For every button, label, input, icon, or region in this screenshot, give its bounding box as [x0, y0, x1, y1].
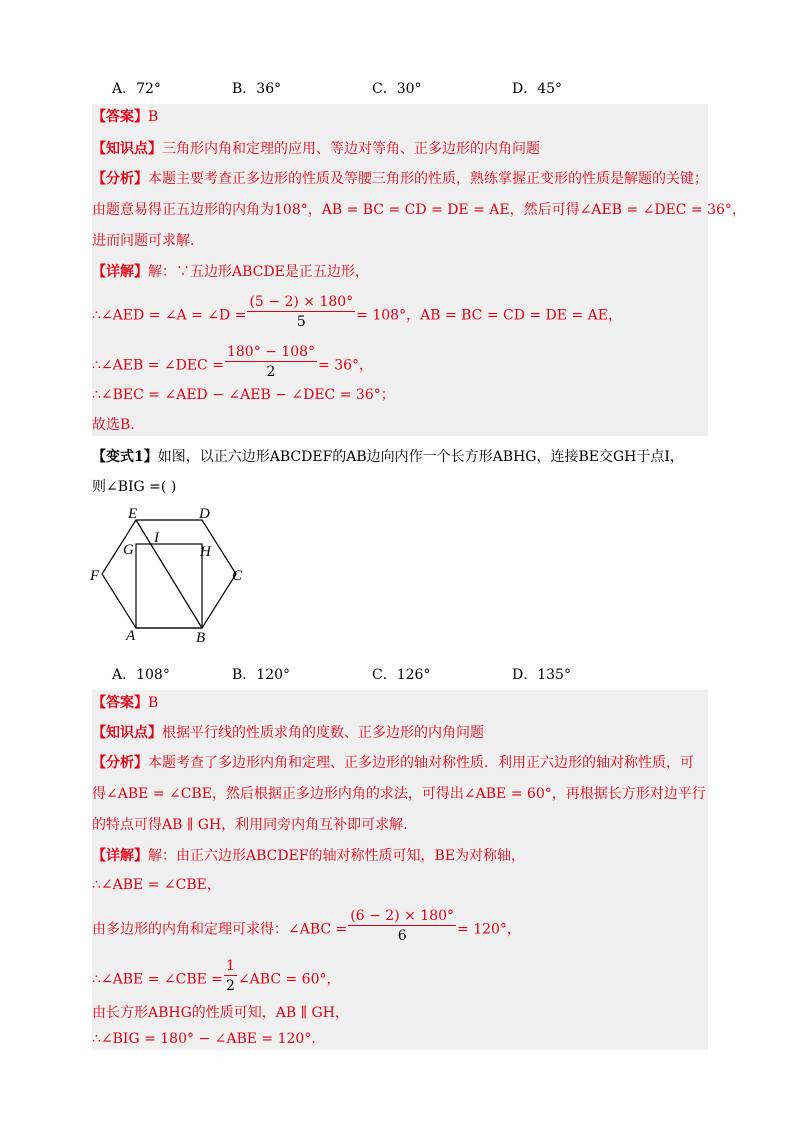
q2-analysis-line1: 【分析】本题考查了多边形内角和定理、正多边形的轴对称性质．利用正六边形的轴对称性质，可: [92, 755, 694, 771]
q2-stem-line1: 【变式1】如图，以正六边形ABCDEF的AB边向内作一个长方形ABHG，连接BE交GH于点I，: [92, 449, 684, 465]
q2-stem-line2: 则∠BIG =( ): [92, 479, 177, 495]
q2-option-b: B．120°: [232, 667, 291, 683]
q1-option-d: D．45°: [512, 81, 563, 97]
q2-detail-line6: ∴∠BIG = 180° − ∠ABE = 120°.: [92, 1031, 316, 1047]
label-a: A: [126, 628, 136, 644]
q2-detail-line1: 【详解】解：由正六边形ABCDEF的轴对称性质可知，BE为对称轴，: [92, 848, 526, 864]
q1-knowledge-point: 【知识点】三角形内角和定理的应用、等边对等角、正多边形的内角问题: [92, 141, 540, 157]
q1-detail-line4: ∴∠BEC = ∠AED − ∠AEB − ∠DEC = 36°；: [92, 387, 395, 403]
q1-option-b: B．36°: [232, 81, 282, 97]
q2-option-c: C．126°: [372, 667, 431, 683]
q1-detail-line2: ∴∠AED = ∠A = ∠D = $\frac{(5 - 2) \times 180^\circ}{5}$ = 108°，AB = BC = CD = DE = AE，: [92, 294, 622, 330]
q2-answer: 【答案】B: [92, 695, 159, 711]
q2-option-d: D．135°: [512, 667, 571, 683]
q2-detail-line2: ∴∠ABE = ∠CBE，: [92, 877, 221, 893]
label-e: E: [128, 506, 138, 522]
q1-detail-line1: 【详解】解：∵五边形ABCDE是正五边形，: [92, 264, 369, 280]
q2-detail-line3: 由多边形的内角和定理可求得：∠ABC = $\frac{(6 - 2) \times 180^\circ}{6}$ = 120°，: [92, 908, 521, 944]
q1-fraction-1: $\frac{(5 - 2) \times 180^\circ}{5}$: [249, 294, 354, 330]
q1-analysis-line1: 【分析】本题主要考查正多边形的性质及等腰三角形的性质，熟练掌握正变形的性质是解题的关键；: [92, 171, 708, 187]
q2-option-a: A．108°: [112, 667, 170, 683]
label-f: F: [90, 568, 100, 584]
q1-analysis-line2: 由题意易得正五边形的内角为108°，AB = BC = CD = DE = AE，然后可得∠AEB = ∠DEC = 36°，: [92, 202, 746, 218]
q2-analysis-line3: 的特点可得AB ∥ GH，利用同旁内角互补即可求解.: [92, 817, 408, 833]
q1-analysis-line3: 进而问题可求解.: [92, 233, 195, 249]
q2-fraction-1: $\frac{(6 - 2) \times 180^\circ}{6}$: [350, 908, 455, 944]
q1-fraction-2: $\frac{180^\circ - 108^\circ}{2}$: [226, 344, 316, 380]
q1-detail-line5: 故选B.: [92, 417, 135, 433]
hexagon-figure: [86, 504, 266, 644]
label-g: G: [123, 542, 134, 558]
label-h: H: [200, 544, 211, 560]
q1-option-c: C．30°: [372, 81, 422, 97]
label-c: C: [232, 568, 243, 584]
label-i: I: [154, 530, 159, 546]
label-b: B: [196, 630, 206, 644]
q2-knowledge-point: 【知识点】根据平行线的性质求角的度数、正多边形的内角问题: [92, 725, 484, 741]
q2-detail-line5: 由长方形ABHG的性质可知，AB ∥ GH，: [92, 1005, 349, 1021]
q2-fraction-2: $\frac{1}{2}$: [226, 958, 235, 994]
q2-detail-line4: ∴∠ABE = ∠CBE = $\frac{1}{2}$ ∠ABC = 60°，: [92, 958, 341, 994]
q1-option-a: A．72°: [112, 81, 161, 97]
label-d: D: [199, 506, 210, 522]
q1-detail-line3: ∴∠AEB = ∠DEC = $\frac{180^\circ - 108^\circ}{2}$ = 36°，: [92, 344, 374, 380]
q2-analysis-line2: 得∠ABE = ∠CBE，然后根据正多边形内角的求法，可得出∠ABE = 60°，再根据长方形对边平行: [92, 786, 706, 802]
q1-answer: 【答案】B: [92, 109, 159, 125]
